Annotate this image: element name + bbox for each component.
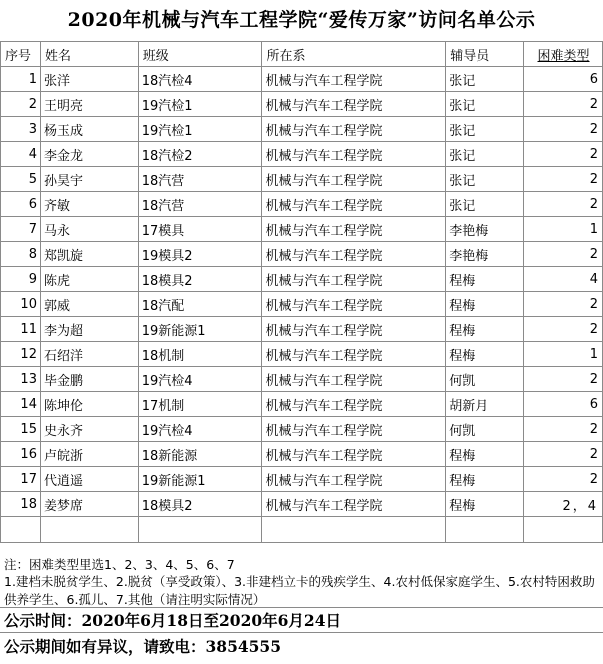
cell-name: 孙昊宇 bbox=[40, 167, 138, 192]
cell-name: 陈坤伦 bbox=[40, 392, 138, 417]
cell-dept: 机械与汽车工程学院 bbox=[262, 442, 446, 467]
cell-type: 2 bbox=[524, 367, 603, 392]
cell-name: 代逍遥 bbox=[40, 467, 138, 492]
cell-name: 史永齐 bbox=[40, 417, 138, 442]
cell-counselor: 张记 bbox=[446, 117, 524, 142]
cell-no: 3 bbox=[1, 117, 41, 142]
cell-class: 17模具 bbox=[138, 217, 262, 242]
cell-no: 7 bbox=[1, 217, 41, 242]
cell-counselor: 程梅 bbox=[446, 317, 524, 342]
cell-class: 19新能源1 bbox=[138, 317, 262, 342]
cell-class: 18汽配 bbox=[138, 292, 262, 317]
cell-class: 19新能源1 bbox=[138, 467, 262, 492]
cell-class: 19模具2 bbox=[138, 242, 262, 267]
cell-class: 18汽营 bbox=[138, 167, 262, 192]
table-row bbox=[1, 167, 603, 192]
cell-class: 18机制 bbox=[138, 342, 262, 367]
cell-no: 8 bbox=[1, 242, 41, 267]
cell-type: 4 bbox=[524, 267, 603, 292]
cell-no: 5 bbox=[1, 167, 41, 192]
cell-class: 18汽检2 bbox=[138, 142, 262, 167]
cell-dept: 机械与汽车工程学院 bbox=[262, 492, 446, 517]
divider bbox=[0, 607, 603, 608]
cell-no: 2 bbox=[1, 92, 41, 117]
cell-no: 18 bbox=[1, 492, 41, 517]
cell-type: 2 bbox=[524, 242, 603, 267]
cell-type: 6 bbox=[524, 67, 603, 92]
cell-name: 张洋 bbox=[40, 67, 138, 92]
cell-no: 12 bbox=[1, 342, 41, 367]
table-row bbox=[1, 92, 603, 117]
table-row bbox=[1, 342, 603, 367]
empty-row bbox=[1, 517, 603, 543]
cell-no: 10 bbox=[1, 292, 41, 317]
empty-cell bbox=[262, 517, 446, 543]
cell-no: 6 bbox=[1, 192, 41, 217]
cell-dept: 机械与汽车工程学院 bbox=[262, 92, 446, 117]
note-detail: 1.建档未脱贫学生、2.脱贫（享受政策）、3.非建档立卡的残疾学生、4.农村低保家庭学生、5.农村特困救助供养学生、6.孤儿、7.其他（请注明实际情况） bbox=[4, 574, 595, 607]
table-row bbox=[1, 192, 603, 217]
cell-dept: 机械与汽车工程学院 bbox=[262, 142, 446, 167]
cell-type: 2 bbox=[524, 467, 603, 492]
cell-no: 11 bbox=[1, 317, 41, 342]
cell-dept: 机械与汽车工程学院 bbox=[262, 217, 446, 242]
table-row bbox=[1, 292, 603, 317]
cell-name: 郑凯旋 bbox=[40, 242, 138, 267]
cell-counselor: 张记 bbox=[446, 167, 524, 192]
table-row bbox=[1, 142, 603, 167]
table-body bbox=[1, 67, 603, 543]
page-title: 2020年机械与汽车工程学院“爱传万家”访问名单公示 bbox=[67, 9, 536, 31]
cell-type: 2 bbox=[524, 142, 603, 167]
note-line: 注：困难类型里选1、2、3、4、5、6、7 bbox=[4, 557, 235, 572]
cell-counselor: 程梅 bbox=[446, 292, 524, 317]
cell-class: 19汽检4 bbox=[138, 417, 262, 442]
cell-counselor: 李艳梅 bbox=[446, 217, 524, 242]
cell-class: 19汽检1 bbox=[138, 117, 262, 142]
cell-counselor: 何凯 bbox=[446, 367, 524, 392]
cell-class: 18模具2 bbox=[138, 267, 262, 292]
publication-period: 公示时间：2020年6月18日至2020年6月24日 bbox=[4, 611, 341, 630]
cell-name: 姜梦席 bbox=[40, 492, 138, 517]
cell-counselor: 张记 bbox=[446, 67, 524, 92]
cell-no: 4 bbox=[1, 142, 41, 167]
cell-dept: 机械与汽车工程学院 bbox=[262, 367, 446, 392]
cell-type: 2 bbox=[524, 317, 603, 342]
cell-no: 14 bbox=[1, 392, 41, 417]
cell-counselor: 程梅 bbox=[446, 467, 524, 492]
cell-counselor: 程梅 bbox=[446, 267, 524, 292]
cell-counselor: 张记 bbox=[446, 192, 524, 217]
cell-name: 毕金鹏 bbox=[40, 367, 138, 392]
column-header-name: 姓名 bbox=[40, 42, 138, 67]
cell-counselor: 李艳梅 bbox=[446, 242, 524, 267]
table-row bbox=[1, 242, 603, 267]
empty-cell bbox=[40, 517, 138, 543]
cell-no: 1 bbox=[1, 67, 41, 92]
cell-name: 马永 bbox=[40, 217, 138, 242]
table-row bbox=[1, 392, 603, 417]
cell-dept: 机械与汽车工程学院 bbox=[262, 317, 446, 342]
cell-name: 陈虎 bbox=[40, 267, 138, 292]
cell-no: 9 bbox=[1, 267, 41, 292]
cell-name: 杨玉成 bbox=[40, 117, 138, 142]
cell-class: 18模具2 bbox=[138, 492, 262, 517]
cell-class: 17机制 bbox=[138, 392, 262, 417]
empty-cell bbox=[524, 517, 603, 543]
cell-type: 1 bbox=[524, 342, 603, 367]
cell-dept: 机械与汽车工程学院 bbox=[262, 167, 446, 192]
contact-line: 公示期间如有异议，请致电：3854555 bbox=[4, 637, 281, 656]
empty-cell bbox=[1, 517, 41, 543]
table-header-row bbox=[1, 42, 603, 67]
cell-name: 李为超 bbox=[40, 317, 138, 342]
cell-type: 2 bbox=[524, 417, 603, 442]
cell-name: 齐敏 bbox=[40, 192, 138, 217]
cell-class: 19汽检4 bbox=[138, 367, 262, 392]
cell-name: 王明亮 bbox=[40, 92, 138, 117]
cell-class: 19汽检1 bbox=[138, 92, 262, 117]
cell-class: 18新能源 bbox=[138, 442, 262, 467]
cell-dept: 机械与汽车工程学院 bbox=[262, 392, 446, 417]
column-header-counselor: 辅导员 bbox=[446, 42, 524, 67]
cell-type: 2，4 bbox=[524, 492, 603, 517]
table-row bbox=[1, 417, 603, 442]
cell-type: 2 bbox=[524, 292, 603, 317]
cell-counselor: 程梅 bbox=[446, 492, 524, 517]
cell-dept: 机械与汽车工程学院 bbox=[262, 342, 446, 367]
cell-class: 18汽检4 bbox=[138, 67, 262, 92]
cell-counselor: 张记 bbox=[446, 92, 524, 117]
empty-cell bbox=[138, 517, 262, 543]
cell-type: 2 bbox=[524, 117, 603, 142]
table-row bbox=[1, 492, 603, 517]
column-header-class: 班级 bbox=[138, 42, 262, 67]
cell-counselor: 何凯 bbox=[446, 417, 524, 442]
empty-cell bbox=[446, 517, 524, 543]
column-header-type: 困难类型 bbox=[524, 42, 603, 67]
cell-counselor: 胡新月 bbox=[446, 392, 524, 417]
table-row bbox=[1, 317, 603, 342]
cell-name: 郭威 bbox=[40, 292, 138, 317]
cell-dept: 机械与汽车工程学院 bbox=[262, 192, 446, 217]
cell-type: 2 bbox=[524, 92, 603, 117]
cell-dept: 机械与汽车工程学院 bbox=[262, 467, 446, 492]
cell-counselor: 程梅 bbox=[446, 442, 524, 467]
cell-type: 2 bbox=[524, 442, 603, 467]
divider bbox=[0, 632, 603, 633]
cell-dept: 机械与汽车工程学院 bbox=[262, 67, 446, 92]
cell-no: 16 bbox=[1, 442, 41, 467]
cell-name: 石绍洋 bbox=[40, 342, 138, 367]
cell-no: 17 bbox=[1, 467, 41, 492]
cell-type: 2 bbox=[524, 192, 603, 217]
cell-counselor: 张记 bbox=[446, 142, 524, 167]
table-row bbox=[1, 217, 603, 242]
cell-class: 18汽营 bbox=[138, 192, 262, 217]
table-row bbox=[1, 442, 603, 467]
table-row bbox=[1, 67, 603, 92]
table-row bbox=[1, 367, 603, 392]
cell-dept: 机械与汽车工程学院 bbox=[262, 417, 446, 442]
cell-counselor: 程梅 bbox=[446, 342, 524, 367]
roster-table bbox=[0, 41, 603, 543]
cell-dept: 机械与汽车工程学院 bbox=[262, 117, 446, 142]
column-header-no: 序号 bbox=[1, 42, 41, 67]
cell-no: 15 bbox=[1, 417, 41, 442]
table-row bbox=[1, 267, 603, 292]
table-row bbox=[1, 117, 603, 142]
cell-name: 李金龙 bbox=[40, 142, 138, 167]
cell-name: 卢皖浙 bbox=[40, 442, 138, 467]
cell-type: 6 bbox=[524, 392, 603, 417]
cell-dept: 机械与汽车工程学院 bbox=[262, 242, 446, 267]
cell-type: 2 bbox=[524, 167, 603, 192]
cell-dept: 机械与汽车工程学院 bbox=[262, 292, 446, 317]
column-header-dept: 所在系 bbox=[262, 42, 446, 67]
cell-type: 1 bbox=[524, 217, 603, 242]
table-row bbox=[1, 467, 603, 492]
cell-dept: 机械与汽车工程学院 bbox=[262, 267, 446, 292]
cell-no: 13 bbox=[1, 367, 41, 392]
